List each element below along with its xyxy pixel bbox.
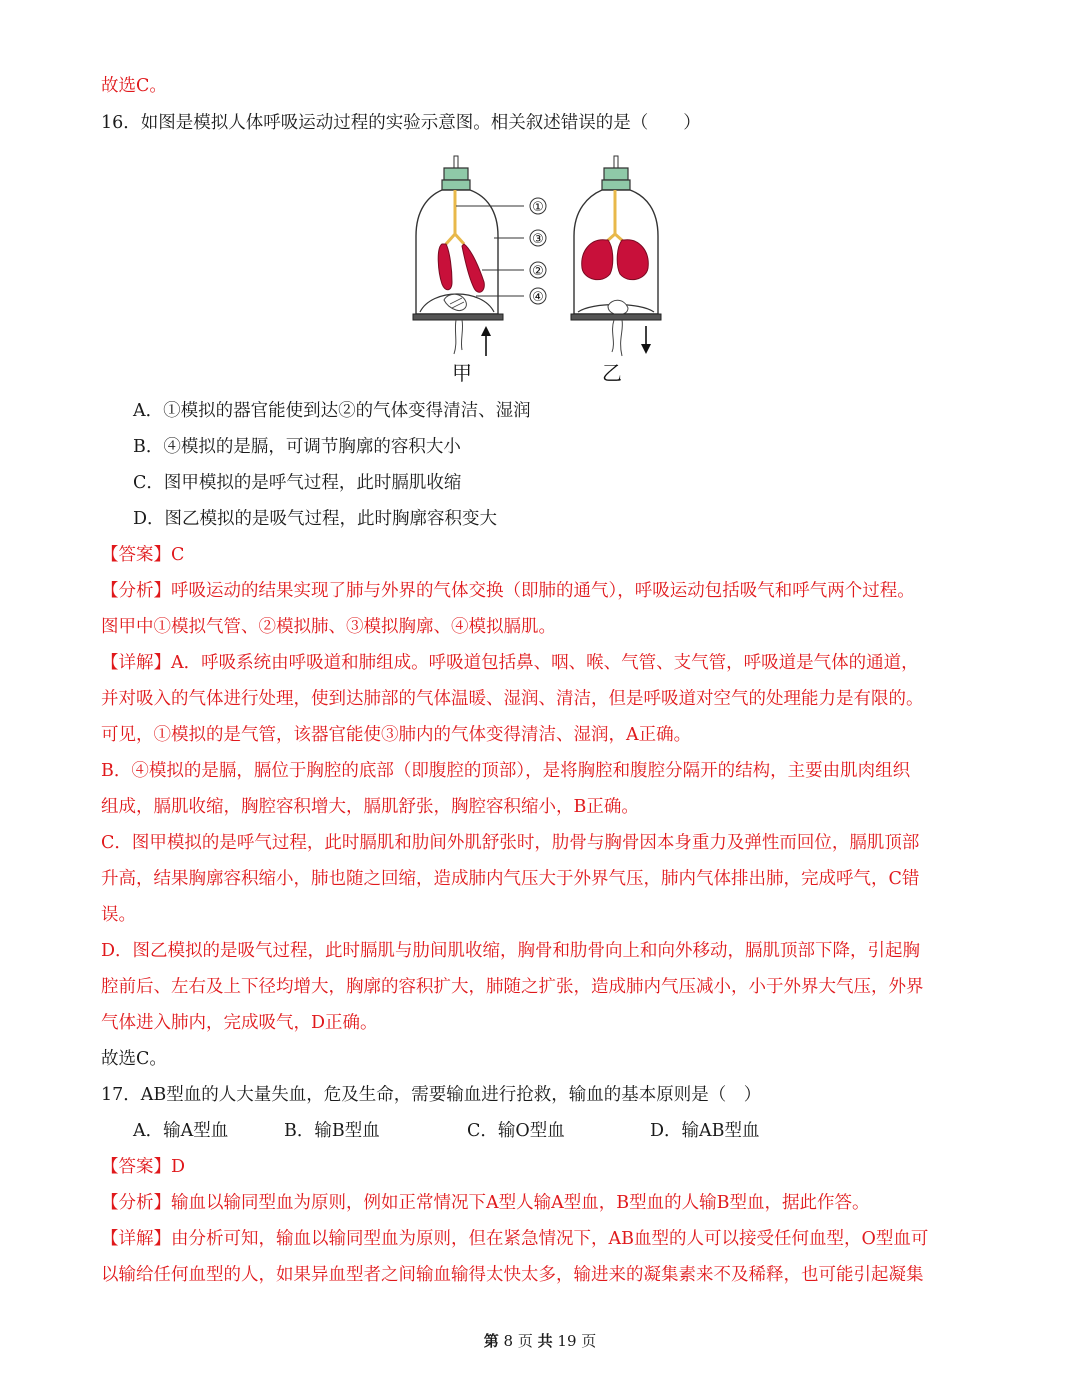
q16-option-c: C．图甲模拟的是呼气过程，此时膈肌收缩 [133, 473, 462, 493]
label-3: ③ [532, 232, 544, 247]
q16-detail-line-7: 升高，结果胸廓容积缩小，肺也随之回缩，造成肺内气压大于外界气压，肺内气体排出肺，完成呼气，C错 [101, 869, 920, 889]
q17-option-a: A．输A型血 [133, 1121, 229, 1141]
q16-analysis-line-1: 【分析】呼吸运动的结果实现了肺与外界的气体交换（即肺的通气），呼吸运动包括吸气和呼气两个过程。 [101, 581, 915, 601]
q16-answer: 【答案】C [101, 545, 185, 565]
q16-detail-line-3: 可见，①模拟的是气管，该器官能使③肺内的气体变得清洁、湿润，A正确。 [101, 725, 692, 745]
q17-detail-line-1: 【详解】由分析可知，输血以输同型血为原则，但在紧急情况下，AB血型的人可以接受任何血型，O型血可 [101, 1229, 929, 1249]
footer-prefix: 第 [483, 1332, 499, 1350]
q16-option-d: D．图乙模拟的是吸气过程，此时胸廓容积变大 [133, 509, 498, 529]
page-footer [0, 1330, 1080, 1351]
q16-detail-line-8: 误。 [101, 905, 136, 925]
q16-detail-line-10: 腔前后、左右及上下径均增大，胸廓的容积扩大，肺随之扩张，造成肺内气压减小，小于外界大气压，外界 [101, 977, 924, 997]
caption-yi: 乙 [602, 361, 622, 385]
bottle-right [571, 156, 661, 356]
footer-total-pages: 19 [557, 1332, 577, 1350]
label-2: ② [532, 264, 544, 279]
q16-detail-line-6: C．图甲模拟的是呼气过程，此时膈肌和肋间外肌舒张时，肋骨与胸骨因本身重力及弹性而回位，膈肌顶部 [101, 833, 920, 853]
footer-total-label: 共 [537, 1332, 553, 1350]
label-4: ④ [532, 290, 544, 305]
q17-answer: 【答案】D [101, 1157, 186, 1177]
bottle-left [413, 156, 503, 356]
q16-detail-line-1: 【详解】A．呼吸系统由呼吸道和肺组成。呼吸道包括鼻、咽、喉、气管、支气管，呼吸道是气体的通道， [101, 653, 919, 673]
q17-stem: 17．AB型血的人大量失血，危及生命，需要输血进行抢救，输血的基本原则是（ ） [101, 1085, 762, 1105]
breathing-experiment-figure [410, 152, 680, 388]
label-1: ① [532, 200, 544, 215]
q16-option-b: B．④模拟的是膈，可调节胸廓的容积大小 [133, 437, 461, 457]
q16-option-a: A．①模拟的器官能使到达②的气体变得清洁、湿润 [133, 401, 531, 421]
q16-detail-line-9: D．图乙模拟的是吸气过程，此时膈肌与肋间肌收缩，胸骨和肋骨向上和向外移动，膈肌顶部下降，引起胸 [101, 941, 921, 961]
q16-stem: 16．如图是模拟人体呼吸运动过程的实验示意图。相关叙述错误的是（ ） [101, 113, 701, 133]
q17-detail-line-2: 以输给任何血型的人，如果异血型者之间输血输得太快太多，输进来的凝集素来不及稀释，也可能引起凝集 [101, 1265, 924, 1285]
footer-mid: 页 [517, 1332, 533, 1350]
q16-detail-line-4: B．④模拟的是膈，膈位于胸腔的底部（即腹腔的顶部），是将胸腔和腹腔分隔开的结构，主要由肌肉组织 [101, 761, 911, 781]
q17-option-c: C．输O型血 [467, 1121, 565, 1141]
q17-option-d: D．输AB型血 [650, 1121, 760, 1141]
q17-option-b: B．输B型血 [284, 1121, 380, 1141]
footer-suffix: 页 [581, 1332, 597, 1350]
q17-analysis: 【分析】输血以输同型血为原则，例如正常情况下A型人输A型血，B型血的人输B型血，据此作答。 [101, 1193, 870, 1213]
footer-page-number: 8 [503, 1332, 514, 1350]
q16-detail-line-2: 并对吸入的气体进行处理，使到达肺部的气体温暖、湿润、清洁，但是呼吸道对空气的处理能力是有限的。 [101, 689, 924, 709]
q16-detail-line-5: 组成，膈肌收缩，胸腔容积增大，膈肌舒张，胸腔容积缩小，B正确。 [101, 797, 639, 817]
q16-detail-line-11: 气体进入肺内，完成吸气，D正确。 [101, 1013, 378, 1033]
q16-analysis-line-2: 图甲中①模拟气管、②模拟肺、③模拟胸廓、④模拟膈肌。 [101, 617, 556, 637]
previous-conclusion: 故选C。 [101, 76, 167, 96]
q16-conclusion: 故选C。 [101, 1049, 167, 1069]
caption-jia: 甲 [452, 361, 472, 385]
